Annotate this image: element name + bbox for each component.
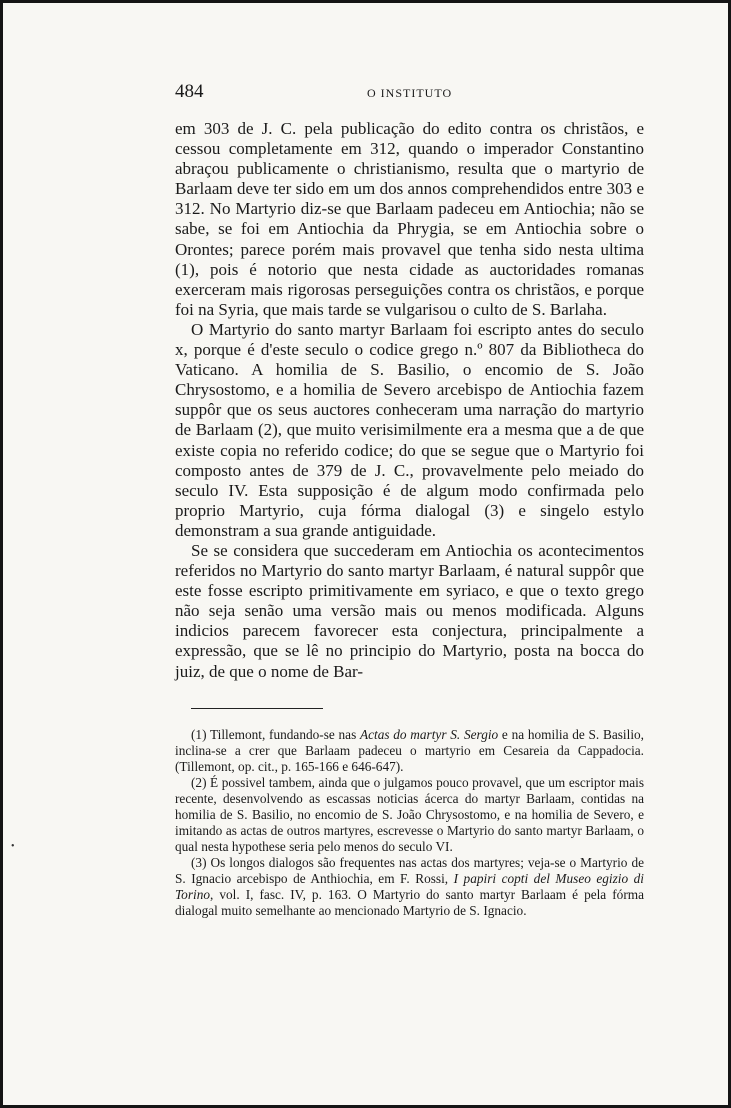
page-header bbox=[175, 81, 645, 105]
paragraph-1: em 303 de J. C. pela publicação do edito contra os christãos, e cessou completamente em 312, quando o imperador Constantino abraçou publicamente o christianismo, resulta que o martyrio de Barlaam deve ter sido em um dos annos comprehendidos entre 303 e 312. No Martyrio diz-se que Barlaam padeceu em Antiochia; não se sabe, se foi em Antiochia da Phrygia, se em Antiochia sobre o Orontes; parece porém mais provavel que tenha sido nesta ultima (1), pois é notorio que nesta cidade as auctoridades romanas exerceram mais rigorosas perseguições contra os christãos, e porque foi na Syria, que mais tarde se vulgarisou o culto de S. Barlaha. bbox=[175, 119, 644, 319]
footnote-1 bbox=[175, 727, 644, 774]
main-text bbox=[175, 119, 644, 682]
running-title: O INSTITUTO bbox=[367, 86, 453, 100]
footnote-rule bbox=[191, 708, 323, 709]
footnote-3-title: I papiri copti del Museo egizio di Torino bbox=[175, 871, 644, 902]
footnote-3-text: (3) Os longos dialogos são frequentes nas actas dos martyres; veja-se o Martyrio de S. Ignacio arcebispo de Anthiochia, em F. Rossi, bbox=[175, 855, 644, 887]
footnote-2 bbox=[175, 775, 644, 854]
paragraph-3: Se se considera que succederam em Antiochia os acontecimentos referidos no Martyrio do santo martyr Barlaam, é natural suppôr que este fosse escripto primitivamente em syriaco, e que o texto grego não seja senão uma versão mais ou menos modificada. Alguns indicios parecem favorecer esta conjectura, principalmente a expressão, que se lê no principio do Martyrio, posta na bocca do juiz, de que o nome de Bar- bbox=[175, 540, 644, 681]
margin-mark: • bbox=[11, 841, 15, 852]
footnote-2-text: (2) É possivel tambem, ainda que o julgamos pouco provavel, que um escriptor mais recente, desenvolvendo as escassas noticias ácerca do martyr Barlaam, contidas na homilia de S. Basilio, no encomio de S. João Chrysostomo, e na homilia de Severo, e imitando as actas de outros martyres, escrevesse o Martyrio do santo martyr Barlaam, o qual nesta hypothese seria pelo menos do seculo VI. bbox=[175, 775, 644, 854]
footnote-1-rest: e na homilia de S. Basilio, inclina-se a crer que Barlaam padeceu o martyrio em Cesareia da Cappadocia. (Tillemont, op. cit., p. 165-166 e 646-647). bbox=[175, 727, 644, 774]
page-number: 484 bbox=[175, 81, 204, 102]
footnote-1-title: Actas do martyr S. Sergio bbox=[359, 727, 499, 742]
footnote-3-rest: , vol. I, fasc. IV, p. 163. O Martyrio do santo martyr Barlaam é pela fórma dialogal muito semelhante ao mencionado Martyrio de S. Ignacio. bbox=[175, 886, 644, 918]
footnote-1-text: (1) Tillemont, fundando-se nas bbox=[191, 727, 360, 742]
footnotes bbox=[175, 727, 644, 920]
paragraph-2: O Martyrio do santo martyr Barlaam foi escripto antes do seculo x, porque é d'este seculo o codice grego n.º 807 da Bibliotheca do Vaticano. A homilia de S. Basilio, o encomio de S. João Chrysostomo, e a homilia de Severo arcebispo de Antiochia fazem suppôr que os seus auctores conheceram uma narração do martyrio de Barlaam (2), que muito verisimilmente era a mesma que a de que existe copia no referido codice; do que se segue que o Martyrio foi composto antes de 379 de J. C., provavelmente pelo meiado do seculo IV. Esta supposição é de algum modo confirmada pelo proprio Martyrio, cuja fórma dialogal (3) e singelo estylo demonstram a sua grande antiguidade. bbox=[175, 319, 644, 540]
footnote-3 bbox=[175, 855, 644, 918]
